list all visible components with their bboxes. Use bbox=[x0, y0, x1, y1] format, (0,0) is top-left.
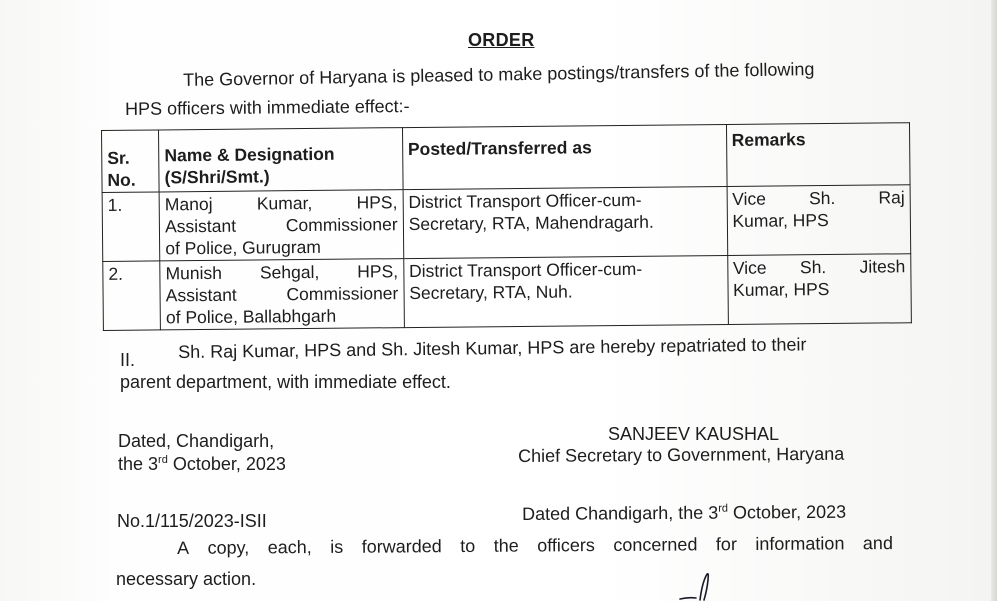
row1-name bbox=[159, 190, 403, 261]
row1-remarks bbox=[727, 185, 911, 256]
row2-name-word: Sehgal, bbox=[259, 261, 320, 283]
row2-remarks-word: Vice bbox=[732, 257, 767, 278]
row1-name-word: Commissioner bbox=[285, 214, 398, 236]
copy-word: is bbox=[330, 536, 344, 557]
table-header-row bbox=[102, 123, 911, 193]
copy-line-2: necessary action. bbox=[116, 569, 257, 589]
row1-name-line1 bbox=[165, 191, 398, 215]
dated-line-2 bbox=[118, 454, 286, 475]
header-sr-line1: Sr. bbox=[107, 147, 130, 168]
row1-name-word: Assistant bbox=[164, 215, 237, 237]
endorsement-date-prefix: Dated Chandigarh, the 3 bbox=[522, 502, 719, 524]
para2-number: II. bbox=[120, 350, 136, 370]
row2-name-word: Munish bbox=[165, 262, 223, 284]
postings-table-wrapper bbox=[101, 122, 912, 326]
row2-name-word: Commissioner bbox=[286, 283, 399, 305]
row2-remarks bbox=[727, 254, 911, 325]
row1-name-line2 bbox=[165, 213, 398, 237]
endorsement-date-sup: rd bbox=[718, 502, 729, 515]
row1-name-line3: of Police, Gurugram bbox=[165, 236, 321, 259]
row1-name-word: Manoj bbox=[164, 193, 213, 215]
row1-remarks-word: Vice bbox=[732, 188, 767, 209]
row2-remarks-word: Jitesh bbox=[859, 256, 906, 277]
header-posted bbox=[402, 125, 726, 190]
copy-word: officers bbox=[537, 535, 595, 556]
header-name-designation bbox=[159, 128, 403, 192]
para2-line-2: parent department, with immediate effect. bbox=[120, 372, 451, 392]
row2-remarks-line1 bbox=[733, 255, 906, 279]
copy-word: to bbox=[460, 535, 476, 557]
header-sr-no bbox=[102, 130, 160, 193]
row1-posted-line1: District Transport Officer-cum- bbox=[408, 189, 642, 213]
postings-table bbox=[101, 122, 912, 331]
row2-remarks-word: Sh. bbox=[799, 257, 827, 278]
header-remarks bbox=[726, 123, 910, 187]
dated-suffix: October, 2023 bbox=[167, 454, 286, 474]
header-posted-label: Posted/Transferred as bbox=[407, 137, 592, 160]
signer-designation: Chief Secretary to Government, Haryana bbox=[518, 443, 845, 466]
row2-name-line1 bbox=[165, 260, 398, 284]
row1-remarks-word: Sh. bbox=[808, 187, 836, 209]
row2-name-line3: of Police, Ballabhgarh bbox=[165, 305, 337, 328]
row1-sr-value: 1. bbox=[107, 194, 123, 215]
copy-word: and bbox=[862, 533, 893, 554]
header-name-line1: Name & Designation bbox=[164, 143, 335, 166]
copy-word: for bbox=[715, 534, 737, 555]
row1-posted bbox=[403, 186, 727, 258]
copy-word: copy, bbox=[207, 537, 250, 558]
dated-prefix: the 3 bbox=[118, 454, 159, 474]
dated-sup: rd bbox=[158, 454, 168, 466]
order-title: ORDER bbox=[468, 30, 535, 50]
row1-remarks-word: Raj bbox=[878, 187, 905, 208]
copy-word: the bbox=[493, 535, 519, 556]
row2-sr-value: 2. bbox=[108, 263, 124, 284]
row2-name bbox=[160, 259, 404, 330]
dated-line-1: Dated, Chandigarh, bbox=[118, 431, 275, 451]
endorsement-date-suffix: October, 2023 bbox=[727, 501, 847, 523]
row1-sr bbox=[102, 192, 160, 262]
table-row bbox=[102, 185, 911, 262]
row1-remarks-line2: Kumar, HPS bbox=[732, 210, 829, 231]
copy-word: information bbox=[755, 533, 845, 554]
row1-name-word: Kumar, bbox=[256, 192, 313, 214]
signer-name: SANJEEV KAUSHAL bbox=[608, 424, 780, 444]
copy-word: concerned bbox=[613, 534, 698, 555]
row1-name-word: HPS, bbox=[356, 192, 398, 213]
header-name-line2: (S/Shri/Smt.) bbox=[164, 166, 270, 188]
endorsement-date bbox=[522, 502, 846, 525]
intro-line-1: The Governor of Haryana is pleased to make postings/transfers of the following bbox=[183, 58, 815, 90]
row2-sr bbox=[103, 261, 161, 331]
para2-line-1: Sh. Raj Kumar, HPS and Sh. Jitesh Kumar, HPS are hereby repatriated to their bbox=[178, 334, 807, 362]
copy-line-1 bbox=[177, 533, 893, 559]
copy-word: each, bbox=[267, 537, 312, 558]
page-edge-shadow bbox=[991, 0, 997, 601]
intro-line-2: HPS officers with immediate effect:- bbox=[125, 96, 410, 119]
row2-name-word: HPS, bbox=[357, 261, 399, 282]
row2-name-word: Assistant bbox=[165, 284, 237, 306]
copy-word: forwarded bbox=[361, 536, 442, 557]
row1-posted-line2: Secretary, RTA, Mahendragarh. bbox=[408, 211, 654, 235]
signature-mark-icon bbox=[676, 570, 716, 601]
copy-word: A bbox=[177, 537, 190, 558]
row1-remarks-line1 bbox=[732, 186, 905, 210]
header-sr-line2: No. bbox=[107, 169, 136, 190]
header-remarks-label: Remarks bbox=[731, 129, 806, 150]
reference-number: No.1/115/2023-ISII bbox=[117, 511, 267, 531]
row2-posted bbox=[403, 255, 727, 327]
row2-remarks-line2: Kumar, HPS bbox=[732, 279, 830, 300]
row2-posted-line1: District Transport Officer-cum- bbox=[409, 258, 643, 282]
table-row bbox=[103, 254, 912, 331]
row2-posted-line2: Secretary, RTA, Nuh. bbox=[409, 281, 573, 304]
row2-name-line2 bbox=[166, 282, 399, 306]
